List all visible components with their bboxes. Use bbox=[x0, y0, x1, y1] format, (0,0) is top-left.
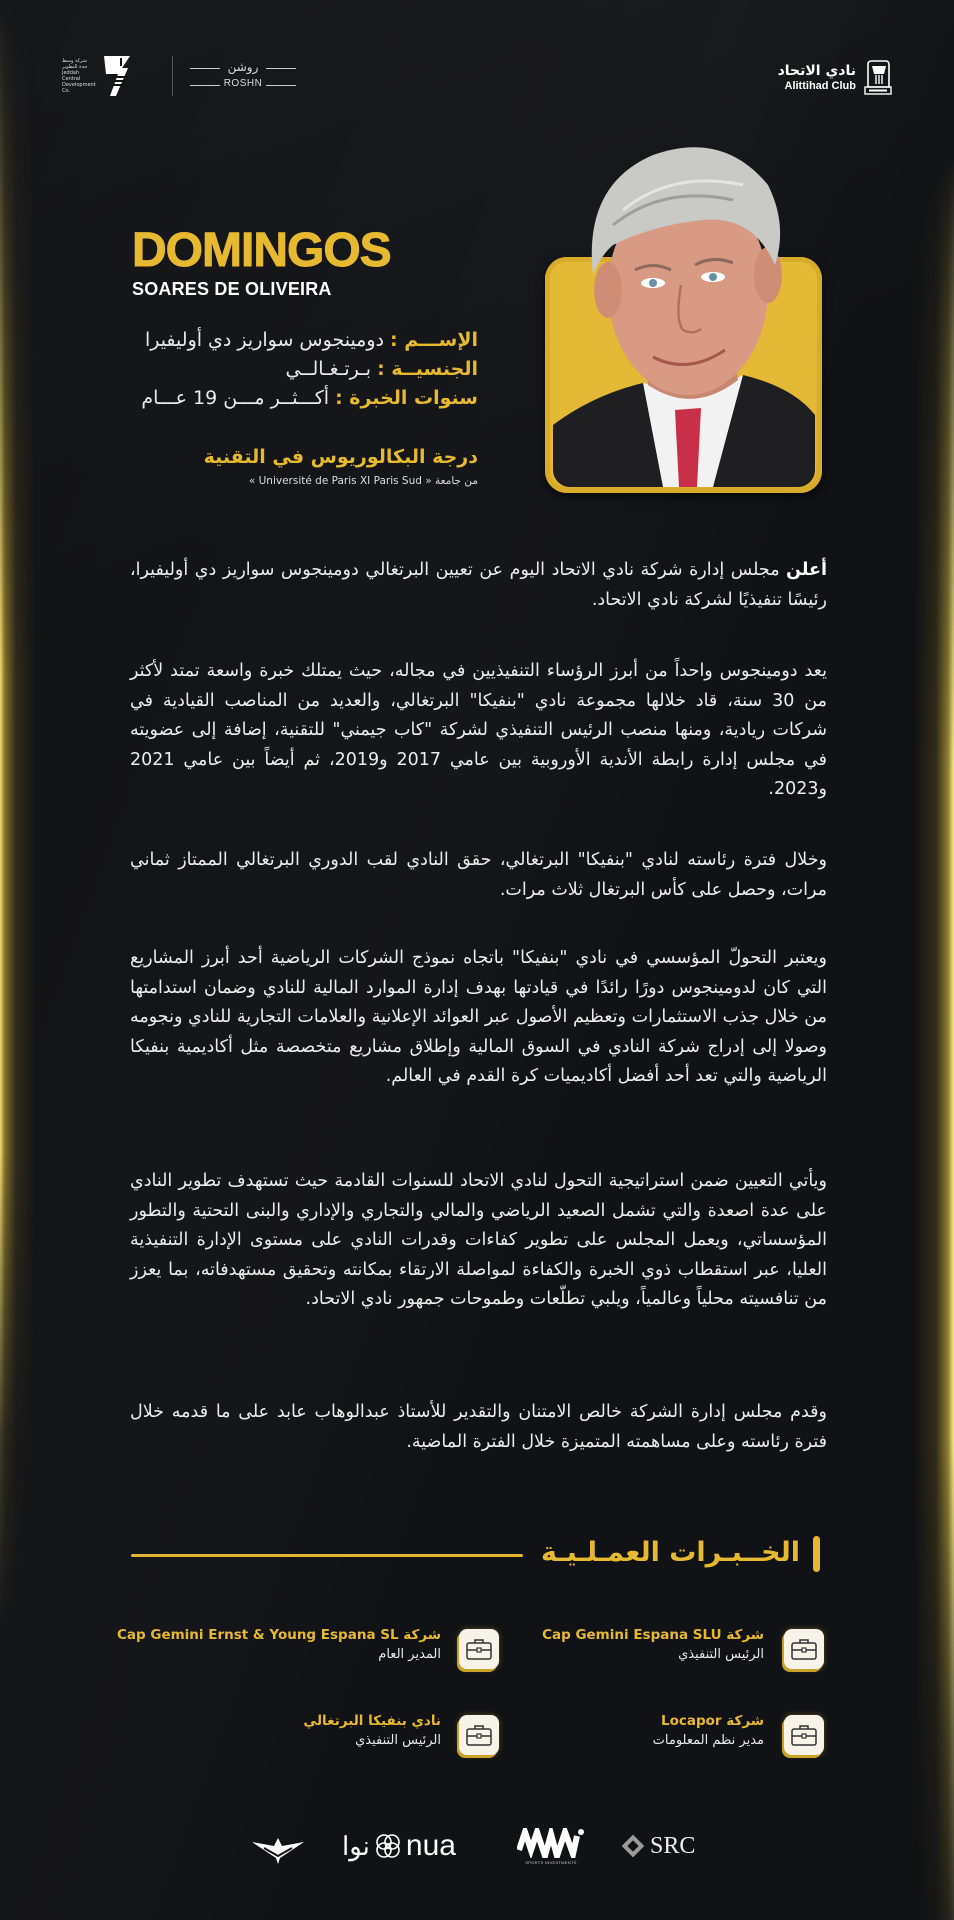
ittihad-crest-icon bbox=[864, 60, 892, 96]
experience-company: شركة Cap Gemini Ernst & Young Espana SL bbox=[117, 1627, 441, 1643]
nua-sponsor-logo bbox=[342, 1826, 456, 1866]
header-divider bbox=[172, 56, 173, 96]
paragraph-transformation: ويعتبر التحولّ المؤسسي في نادي "بنفيكا" باتجاه نموذج الشركات الرياضية أحد أبرز المشاريع التي كان لدومينجوس دورًا رائدًا في قيادتها بهدف إدارة الموارد المالية للنادي وضمان استدامتها من خلال جذب الاستثمارات وتعظيم الأصول عبر العوائد الإعلانية والعلامات التجارية للنادي ونجومه وصولا إلى إدراج شركة النادي في السوق المالية وإطلاق مشاريع متخصصة مثل أكاديمية بنفيكا الرياضية والتي تعد أحد أفضل أكاديميات كرة القدم في العالم. bbox=[130, 948, 827, 1086]
sponsor-logos bbox=[0, 1826, 954, 1866]
fact-name bbox=[120, 326, 478, 355]
section-divider-line bbox=[131, 1554, 523, 1557]
paragraph-background: يعد دومينجوس واحداً من أبرز الرؤساء التنفيذيين في مجاله، حيث يمتلك خبرة واسعة تمتد لأكثر من 30 سنة، قاد خلالها مجموعة نادي "بنفيكا" البرتغالي، والعديد من المناصب القيادية في شركات ريادية، ومنها منصب الرئيس التنفيذي لشركة "كاب جيمني" للتقنية، إضافة إلى عضويته في مجلس إدارة رابطة الأندية الأوروبية بين عامي 2017 و2019، ثم أيضاً بين عامي 2021 و2023. bbox=[130, 661, 827, 799]
portrait-photo bbox=[553, 125, 815, 487]
section-title-bar bbox=[813, 1536, 820, 1572]
club-name-ar: نادي الاتحاد bbox=[777, 63, 856, 79]
experience-role: الرئيس التنفيذي bbox=[355, 1733, 441, 1748]
profile-last-name: SOARES DE OLIVEIRA bbox=[132, 279, 332, 299]
experience-company: نادي بنفيكا البرتغالي bbox=[303, 1713, 441, 1729]
jcdc-logo-en: Jeddah Central Development Co. bbox=[62, 70, 96, 94]
experience-role: مدير نظم المعلومات bbox=[652, 1733, 764, 1748]
jcdc-logo-ar: شركة وسط جدة للتطوير bbox=[62, 58, 88, 70]
roshn-logo-en: ROSHN bbox=[190, 77, 296, 91]
fact-label: سنوات الخبرة : bbox=[335, 387, 478, 409]
profile-facts bbox=[120, 326, 478, 413]
experience-company: شركة Locapor bbox=[660, 1713, 764, 1729]
src-diamond-icon bbox=[620, 1833, 646, 1859]
nua-logo-ar: نوا bbox=[342, 1831, 370, 1861]
briefcase-icon bbox=[784, 1629, 824, 1669]
src-logo-text: SRC bbox=[650, 1833, 696, 1859]
roshn-logo-ar: روشن bbox=[190, 60, 296, 74]
experience-role: الرئيس التنفيذي bbox=[678, 1647, 764, 1662]
nua-emblem-icon bbox=[374, 1832, 402, 1860]
eagle-sponsor-icon bbox=[250, 1832, 306, 1866]
fact-experience-years bbox=[120, 384, 478, 413]
paragraph-benfica-titles: وخلال فترة رئاسته لنادي "بنفيكا" البرتغالي، حقق النادي لقب الدوري البرتغالي الممتاز ثماني مرات، وحصل على كأس البرتغال ثلاث مرات. bbox=[130, 850, 827, 900]
header-logos bbox=[60, 50, 894, 100]
fact-value: أكـــثــر مـــن 19 عـــام bbox=[141, 387, 330, 409]
src-sponsor-logo bbox=[620, 1830, 695, 1862]
briefcase-icon bbox=[784, 1715, 824, 1755]
paragraph-thanks: وقدم مجلس إدارة الشركة خالص الامتنان والتقدير للأستاذ عبدالوهاب عابد على ما قدمه خلال فترة رئاسته وعلى مساهمته المتميزة خلال الفترة الماضية. bbox=[130, 1402, 827, 1452]
jcdc-logo bbox=[62, 54, 132, 98]
nua-logo-en: nua bbox=[405, 1829, 456, 1862]
experience-company: شركة Cap Gemini Espana SLU bbox=[542, 1627, 764, 1643]
fact-value: بـرتـغـالــي bbox=[285, 358, 372, 380]
fact-label: الجنسيــة : bbox=[377, 358, 478, 380]
briefcase-icon bbox=[459, 1629, 499, 1669]
mvi-caption: SPORTS INVESTMENTS bbox=[525, 1860, 577, 1865]
roshn-logo bbox=[190, 60, 296, 91]
paragraph-lead: أعلن bbox=[786, 560, 827, 580]
experience-role: المدير العام bbox=[378, 1647, 441, 1662]
paragraph-strategy: ويأتي التعيين ضمن استراتيجية التحول لنادي الاتحاد للسنوات القادمة حيث تستهدف تطوير النادي على عدة اصعدة والتي تشمل الصعيد الرياضي والمالي والتجاري والإداري والبنى التحتية والتطور المؤسساتي، ويعمل المجلس على تطوير كفاءات وقدرات النادي على مستوى الإدارة التنفيذية العليا، عبر استقطاب ذوي الخبرة والكفاءة لمواصلة الارتقاء بمكانته وتحقيق مستهدفاته، بما يعزز من تنافسيته محلياً وعالمياً، ويلبي تطلّعات وطموحات جمهور نادي الاتحاد. bbox=[130, 1171, 827, 1309]
paragraph-announcement: أعلن مجلس إدارة شركة نادي الاتحاد اليوم عن تعيين البرتغالي دومينجوس سواريز دي أوليفيرا، رئيسًا تنفيذيًا لشركة نادي الاتحاد. bbox=[130, 560, 827, 610]
briefcase-icon bbox=[459, 1715, 499, 1755]
fact-nationality bbox=[120, 355, 478, 384]
fact-label: الإســـم : bbox=[390, 329, 478, 351]
profile-degree: درجة البكالوريوس في التقنية bbox=[203, 446, 478, 468]
jcdc-mark-icon bbox=[102, 54, 132, 98]
fact-value: دومينجوس سواريز دي أوليفيرا bbox=[144, 329, 384, 351]
profile-university: من جامعة « Université de Paris XI Paris Sud » bbox=[248, 475, 478, 487]
profile-first-name: DOMINGOS bbox=[132, 224, 391, 277]
club-name-en: Alittihad Club bbox=[784, 80, 856, 92]
mvi-sponsor-logo bbox=[517, 1828, 585, 1868]
experience-section-title: الخــبـرات العمـلـيـة bbox=[541, 1537, 800, 1568]
ittihad-club-logo bbox=[778, 60, 892, 96]
mvi-mark-icon bbox=[517, 1828, 585, 1858]
